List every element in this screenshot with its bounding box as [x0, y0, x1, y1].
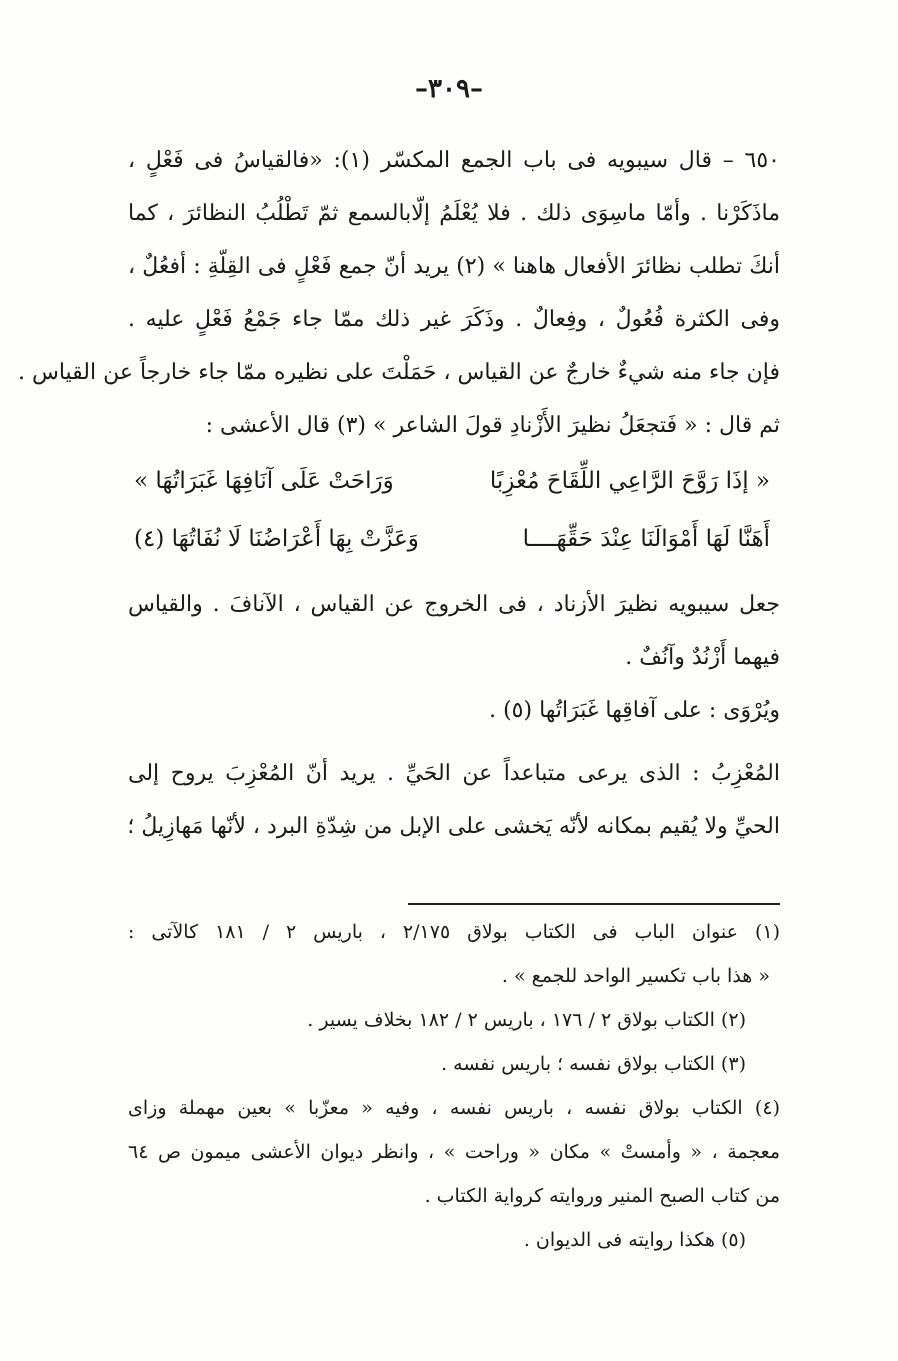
- text-line: فإن جاء منه شيءٌ خارجٌ عن القياس ، حَمَلْتَ على نظيره ممّا جاء خارجاً عن القياس .: [17, 360, 780, 385]
- footnote-line: (٢) الكتاب بولاق ٢ / ١٧٦ ، باريس ٢ / ١٨٢ بخلاف يسير .: [307, 1009, 746, 1031]
- footnote-line: (١) عنوان الباب فى الكتاب بولاق ٢/١٧٥ ، باريس ٢ / ١٨١ كالآتى :: [128, 921, 780, 943]
- page-number: –٣٠٩–: [415, 74, 483, 104]
- footnotes: [128, 910, 780, 1262]
- text-line: وفى الكثرة فُعُولٌ ، وفِعالٌ . وذَكَرَ غير ذلك ممّا جاء جَمْعُ فَعْلٍ عليه .: [128, 307, 780, 332]
- verse-second-hemistich: وَرَاحَتْ عَلَى آنَافِهَا غَبَرَاتُهَا »: [134, 468, 394, 494]
- variant-line: ويُرْوَى : على آفاقِها غَبَرَاتُها (٥) .: [489, 698, 780, 723]
- footnote-line: (٥) هكذا روايته فى الديوان .: [523, 1229, 746, 1251]
- text-line: ثم قال : « فَتجعَلُ نظيرَ الأَزْنادِ قولَ الشاعر » (٣) قال الأعشى :: [205, 413, 780, 438]
- verse-first-hemistich: أَهَنَّا لَهَا أَمْوَالَنَا عِنْدَ حَقِّهَــــا: [522, 526, 770, 552]
- footnote-line: معجمة ، « وأمستْ » مكان « وراحت » ، وانظر ديوان الأعشى ميمون ص ٦٤: [128, 1141, 780, 1163]
- footnote-line: من كتاب الصبح المنير وروايته كرواية الكتاب .: [424, 1185, 780, 1207]
- footnote-line: (٤) الكتاب بولاق نفسه ، باريس نفسه ، وفيه « معزّبا » بعين مهملة وزاى: [128, 1097, 780, 1119]
- verse-line: [128, 452, 780, 510]
- text-line: ٦٥٠ – قال سيبويه فى باب الجمع المكسّر (١): «فالقياسُ فى فَعْلٍ ،: [128, 148, 780, 173]
- text-line: جعل سيبويه نظيرَ الأزناد ، فى الخروج عن القياس ، الآنافَ . والقياس: [128, 592, 780, 617]
- text-line: المُعْزِبُ : الذى يرعى متباعداً عن الحَيِّ . يريد أنّ المُعْزِبَ يروح إلى: [128, 761, 780, 786]
- text-line: ماذَكَرْنا . وأمّا ماسِوَى ذلك . فلا يُعْلَمُ إلّابالسمع ثمّ تَطْلُبُ النظائرَ ، كما: [128, 201, 780, 226]
- footnote-line: « هذا باب تكسير الواحد للجمع » .: [501, 965, 770, 987]
- verse-first-hemistich: « إذَا رَوَّحَ الرَّاعِي اللِّقَاحَ مُعْزِبًا: [489, 468, 770, 494]
- footnote-line: (٣) الكتاب بولاق نفسه ؛ باريس نفسه .: [441, 1053, 746, 1075]
- text-line: أنكَ تطلب نظائرَ الأفعال هاهنا » (٢) يريد أنّ جمع فَعْلٍ فى القِلّةِ : أفعُلٌ ،: [128, 254, 780, 279]
- main-text: [17, 134, 780, 853]
- text-line: الحيِّ ولا يُقيم بمكانه لأنّه يَخشى على الإبل من شِدّةِ البرد ، لأنّها مَهازِيلُ ؛: [127, 814, 780, 839]
- text-line: فيهما أَزْنُدٌ وآنُفٌ .: [625, 645, 780, 670]
- footnote-separator: [408, 903, 780, 905]
- verse-line: [128, 510, 780, 568]
- verse-second-hemistich: وَعَزَّتْ بِهَا أَعْرَاضُنَا لَا نُفَاتُهَا (٤): [134, 526, 419, 552]
